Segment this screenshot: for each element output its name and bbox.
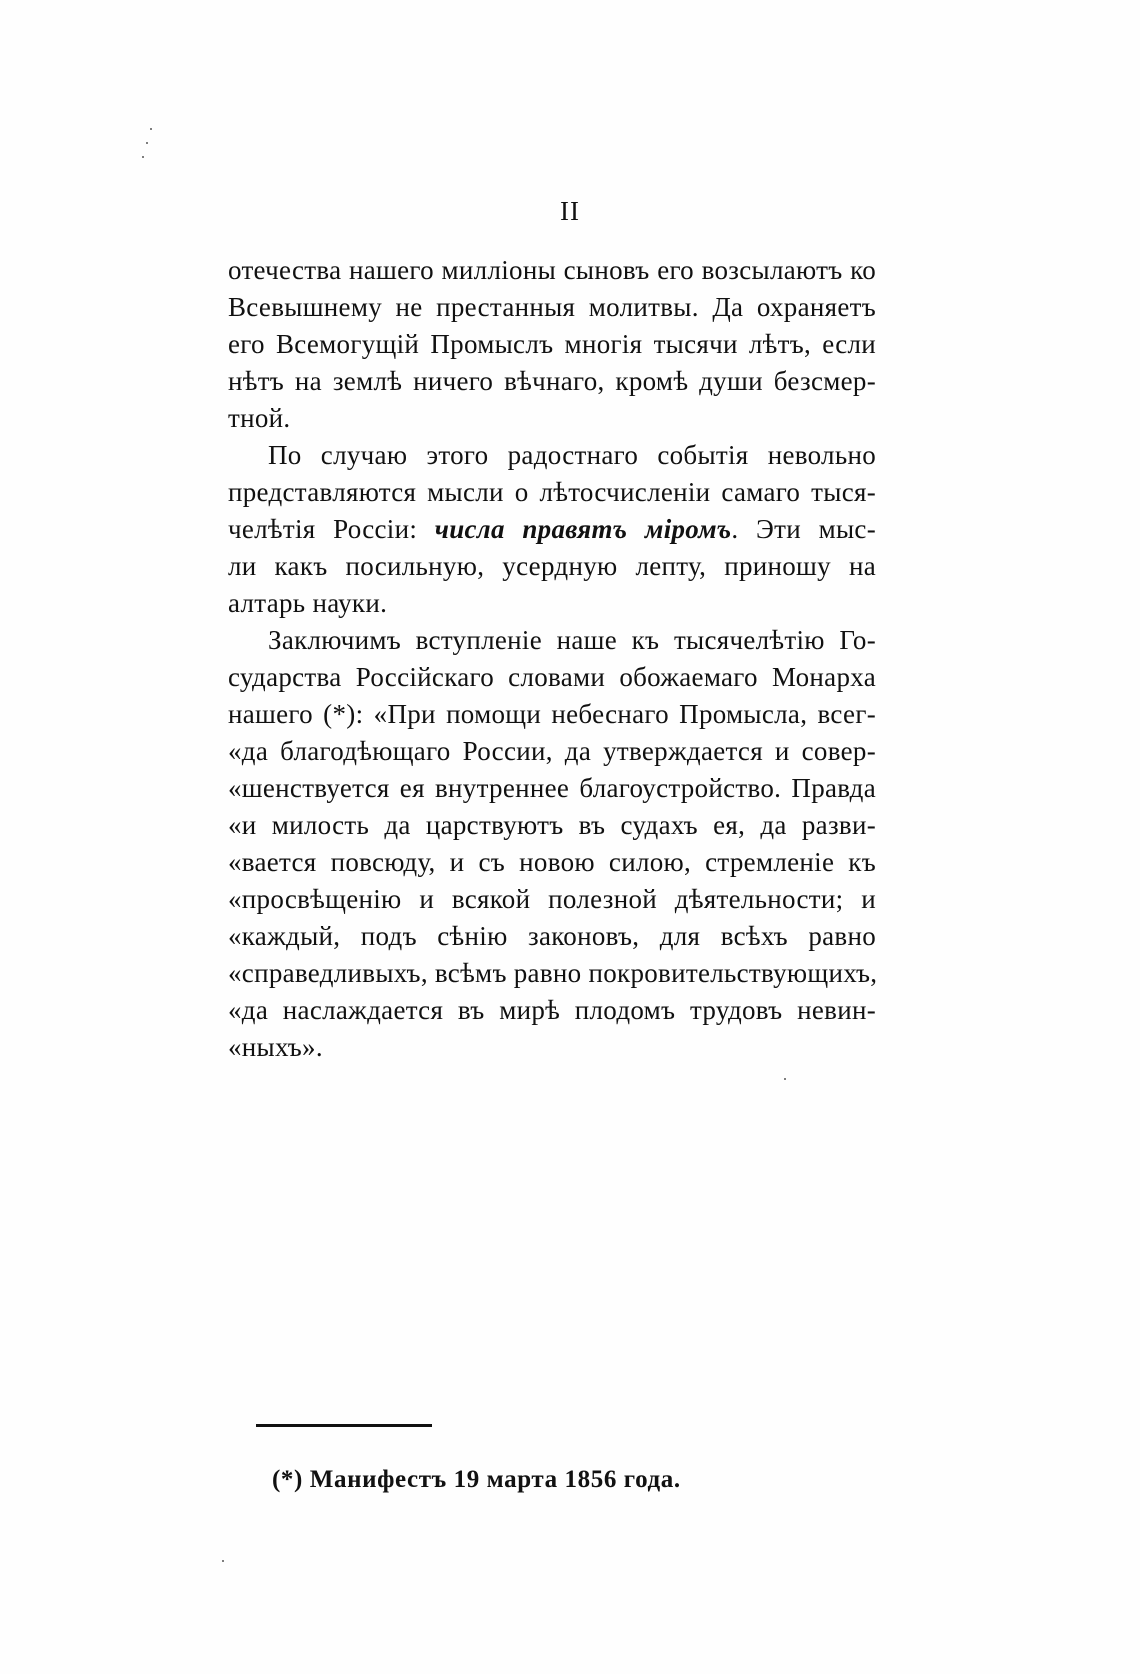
footnote-separator [256, 1424, 432, 1427]
text-line: нѣтъ на землѣ ничего вѣчнаго, кромѣ души безсмер- [228, 366, 876, 396]
scan-speck [142, 156, 144, 158]
scan-speck [784, 1078, 786, 1080]
page-number: II [560, 196, 580, 226]
text-line: его Всемогущій Промыслъ многія тысячи лѣтъ, если [228, 329, 876, 359]
text-line: нашего (*): «При помощи небеснаго Промысла, всег- [228, 699, 876, 729]
text-line: «вается повсюду, и съ новою силою, стремленіе къ [228, 847, 876, 877]
emphasis-phrase: числа правятъ міромъ [434, 514, 732, 544]
text-line: «просвѣщенію и всякой полезной дѣятельности; и [228, 884, 876, 914]
text-line: «да благодѣющаго России, да утверждается и совер- [228, 736, 876, 766]
text-line: «ныхъ». [228, 1032, 323, 1062]
text-line: алтарь науки. [228, 588, 388, 618]
text-fragment: челѣтія Россіи: [228, 514, 435, 544]
text-line: Всевышнему не престанныя молитвы. Да охраняетъ [228, 292, 876, 322]
text-line: «каждый, подъ сѣнію законовъ, для всѣхъ равно [228, 921, 876, 951]
text-line: ли какъ посильную, усердную лепту, приношу на [228, 551, 876, 581]
main-text [228, 252, 876, 1066]
scan-speck [146, 142, 148, 144]
text-line-with-emphasis [228, 511, 876, 548]
scan-speck [150, 128, 152, 130]
text-line: тной. [228, 403, 291, 433]
text-line: «да наслаждается въ мирѣ плодомъ трудовъ невин- [228, 995, 876, 1025]
footnote: (*) Манифестъ 19 марта 1856 года. [272, 1466, 681, 1493]
text-line: По случаю этого радостнаго событія невольно [268, 440, 876, 470]
text-line: «и милость да царствуютъ въ судахъ ея, да разви- [228, 810, 876, 840]
scan-speck [222, 1560, 224, 1562]
text-line: «справедливыхъ, всѣмъ равно покровительствующихъ, [228, 958, 878, 988]
text-fragment: . Эти мыс- [731, 514, 876, 544]
text-line: сударства Россійскаго словами обожаемаго Монарха [228, 662, 876, 692]
text-line: Заключимъ вступленіе наше къ тысячелѣтію Го- [268, 625, 876, 655]
text-line: представляются мысли о лѣтосчисленіи самаго тыся- [228, 477, 876, 507]
text-line: «шенствуется ея внутреннее благоустройство. Правда [228, 773, 876, 803]
text-line: отечества нашего милліоны сыновъ его возсылаютъ ко [228, 255, 876, 285]
